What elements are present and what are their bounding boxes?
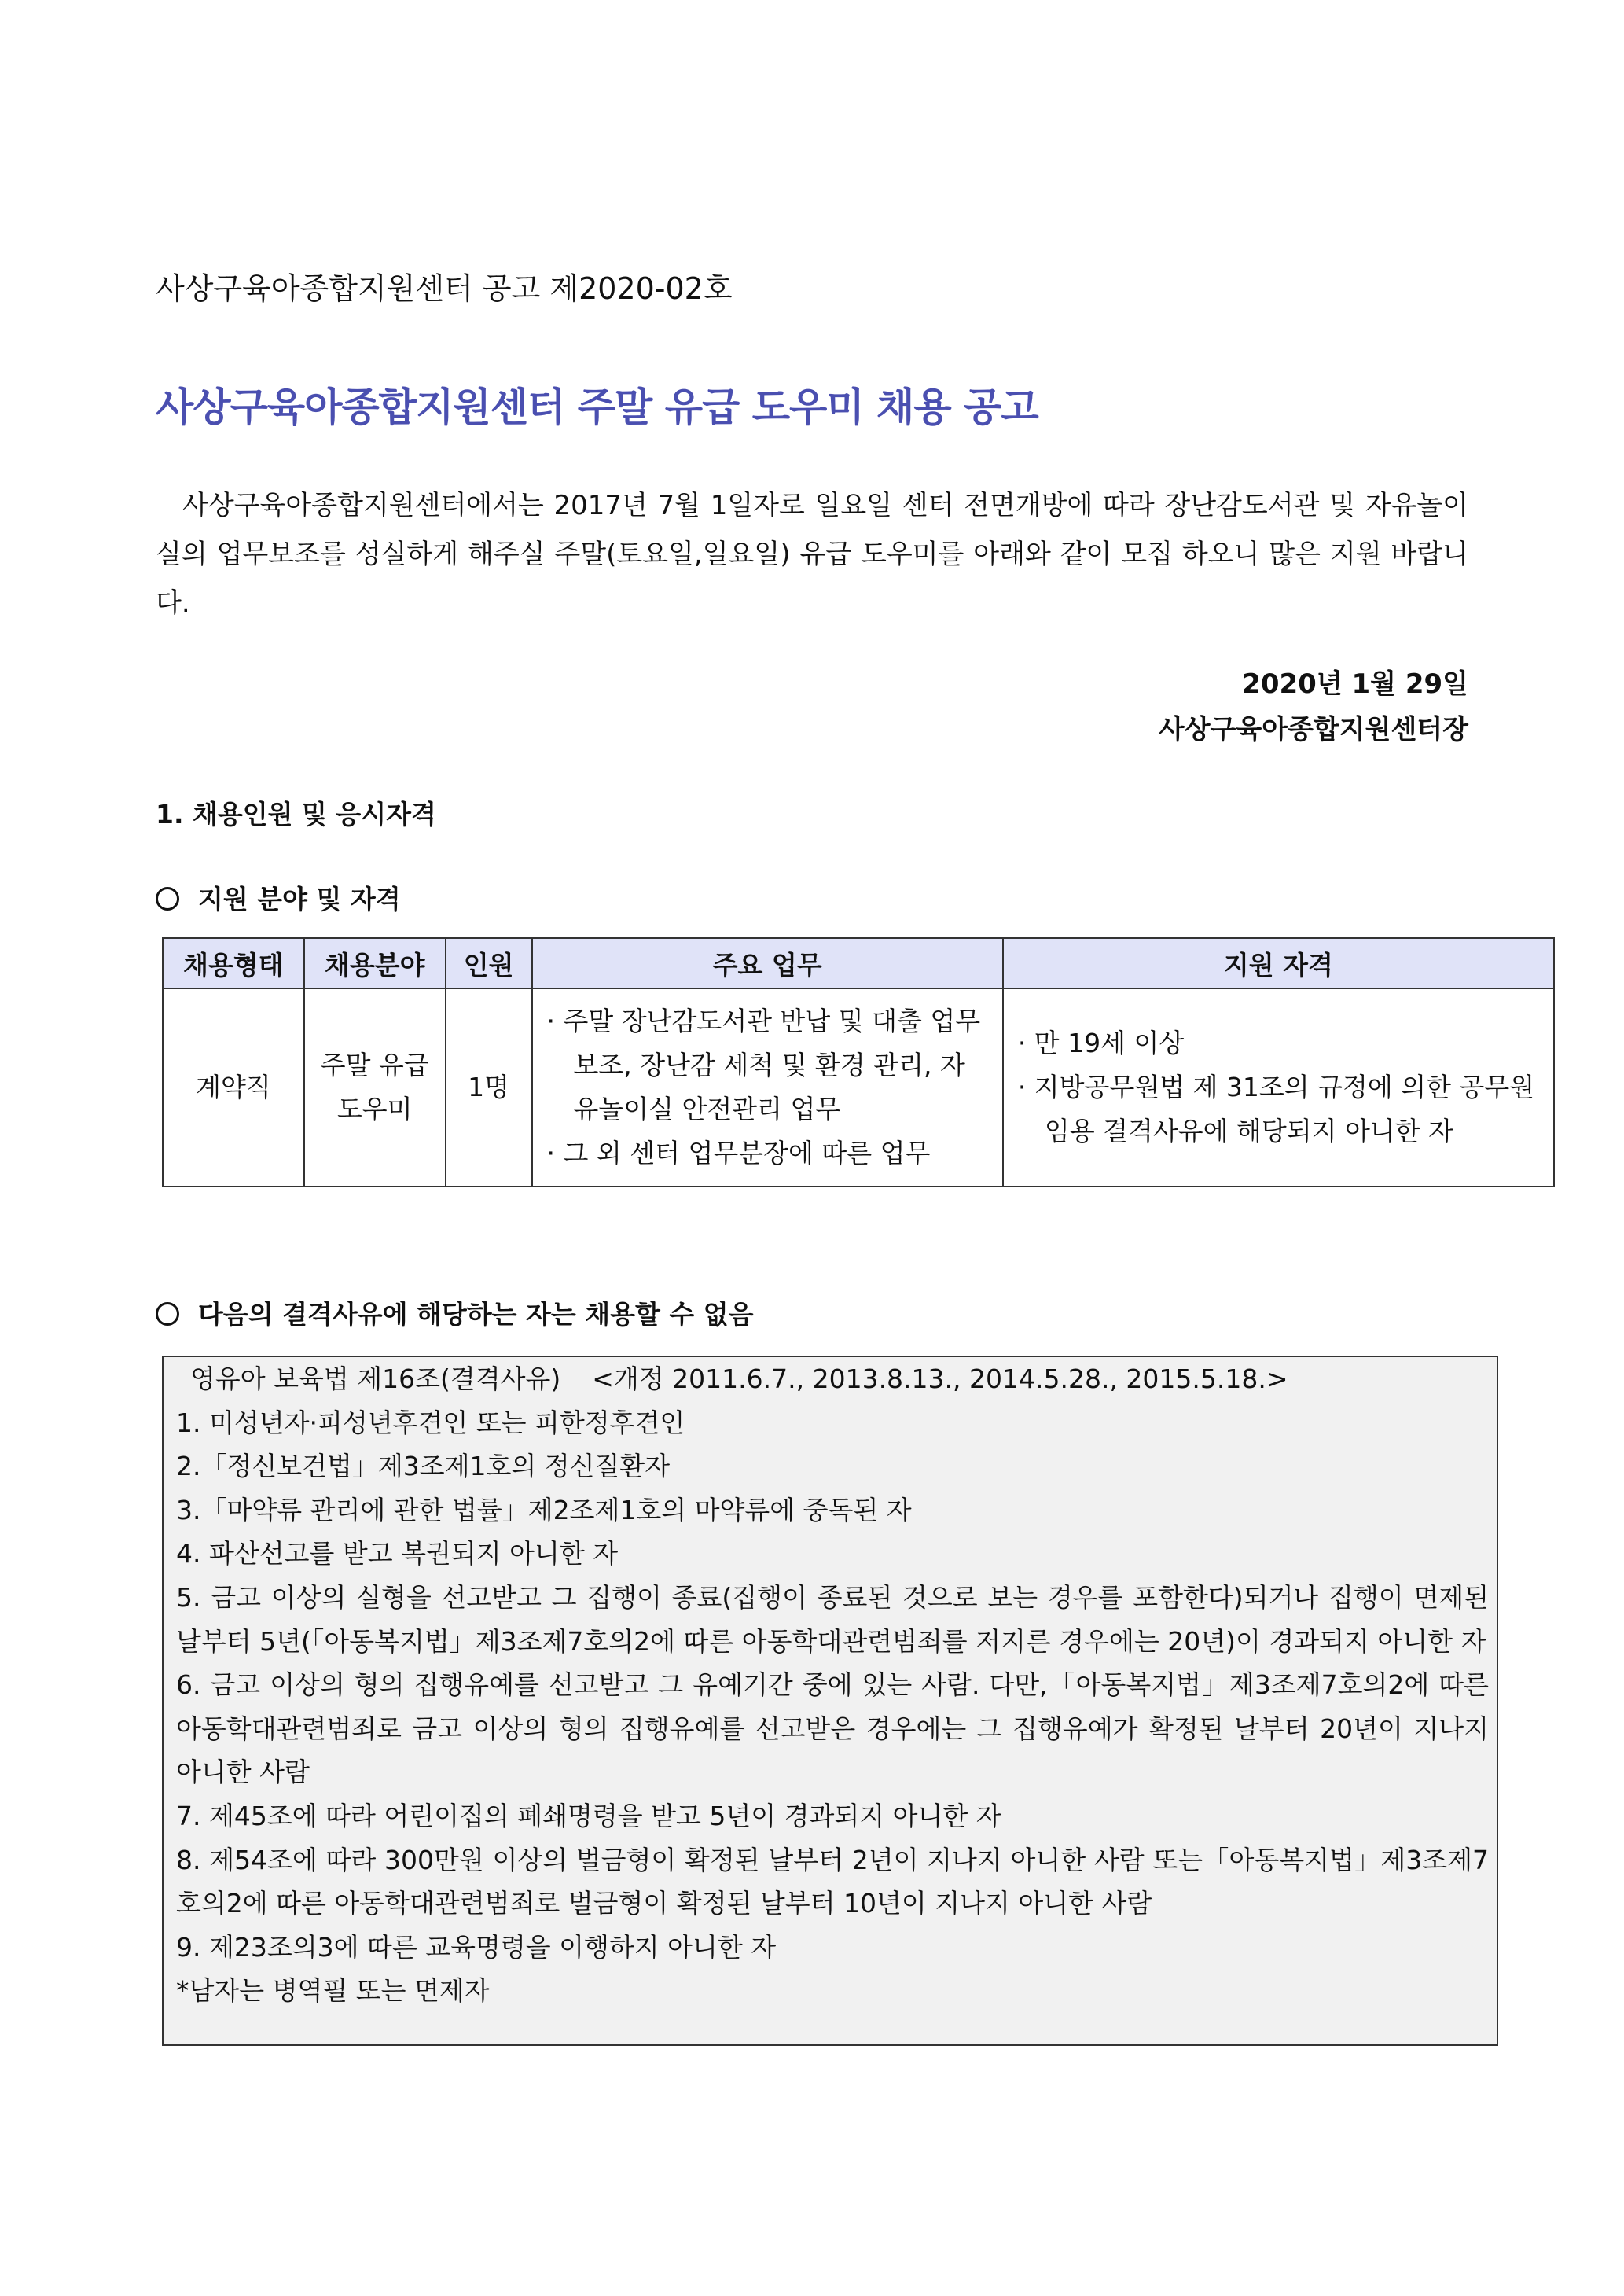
- law-reference: [176, 1357, 1489, 1401]
- disqualification-box: [162, 1356, 1498, 2046]
- circle-bullet-icon: [156, 887, 179, 911]
- list-item: 4. 파산선고를 받고 복권되지 아니한 자: [176, 1538, 619, 1569]
- list-item: 1. 미성년자·피성년후견인 또는 피한정후견인: [176, 1407, 685, 1438]
- field-line: 주말 유급: [320, 1050, 429, 1080]
- note: *남자는 병역필 또는 면제자: [176, 1975, 490, 2007]
- intro-text: 사상구육아종합지원센터에서는 2017년 7월 1일자로 일요일 센터 전면개방에 따라 장난감도서관 및 자유놀이실의 업무보조를 성실하게 해주실 주말(토요일,일요일) 유급 도우미를 아래와 같이 모집 하오니 많은 지원 바랍니다.: [156, 490, 1468, 619]
- duties-cell: [532, 988, 1003, 1187]
- list-item: 5. 금고 이상의 실형을 선고받고 그 집행이 종료(집행이 종료된 것으로 보는 경우를 포함한다)되거나 집행이 면제된 날부터 5년(「아동복지법」제3조제7호의2에 따른 아동학대관련범죄를 저지른 경우에는 20년)이 경과되지 아니한 자: [176, 1581, 1489, 1657]
- qualification-item: · 지방공무원법 제 31조의 규정에 의한 공무원 임용 결격사유에 해당되지 아니한 자: [1017, 1072, 1535, 1146]
- law-amendment: <개정 2011.6.7., 2013.8.13., 2014.5.28., 2015.5.18.>: [592, 1363, 1288, 1394]
- field-line: 도우미: [336, 1094, 413, 1124]
- list-item: 2.「정신보건법」제3조제1호의 정신질환자: [176, 1451, 671, 1482]
- table-header-row: [163, 938, 1554, 988]
- page-title: 사상구육아종합지원센터 주말 유급 도우미 채용 공고: [156, 385, 1038, 430]
- list-item: 9. 제23조의3에 따른 교육명령을 이행하지 아니한 자: [176, 1931, 777, 1963]
- table-header-cell: 지원 자격: [1003, 938, 1554, 988]
- table-row: [163, 988, 1554, 1187]
- notice-number: 사상구육아종합지원센터 공고 제2020-02호: [156, 271, 733, 306]
- intro-paragraph: [156, 481, 1468, 627]
- headcount-cell: 1명: [446, 988, 532, 1187]
- subheading-field-qualification: [156, 879, 401, 916]
- table-header-cell: 주요 업무: [532, 938, 1003, 988]
- list-item: 8. 제54조에 따라 300만원 이상의 벌금형이 확정된 날부터 2년이 지나지 아니한 사람 또는「아동복지법」제3조제7호의2에 따른 아동학대관련범죄로 벌금형이 확정된 날부터 10년이 지나지 아니한 사람: [176, 1844, 1489, 1919]
- list-item: 6. 금고 이상의 형의 집행유예를 선고받고 그 유예기간 중에 있는 사람. 다만,「아동복지법」제3조제7호의2에 따른 아동학대관련범죄로 금고 이상의 형의 집행유예를 선고받은 경우에는 그 집행유예가 확정된 날부터 20년이 지나지 아니한 사람: [176, 1669, 1489, 1788]
- notice-date: 2020년 1월 29일: [1242, 668, 1468, 700]
- qualification-cell: [1003, 988, 1554, 1187]
- circle-bullet-icon: [156, 1302, 179, 1326]
- section-heading: 1. 채용인원 및 응시자격: [156, 799, 436, 830]
- list-item: 7. 제45조에 따라 어린이집의 폐쇄명령을 받고 5년이 경과되지 아니한 자: [176, 1800, 1001, 1831]
- field-cell: [304, 988, 446, 1187]
- qualification-item: · 만 19세 이상: [1017, 1028, 1185, 1058]
- table-header-cell: 인원: [446, 938, 532, 988]
- recruitment-table: [162, 937, 1555, 1187]
- law-title: 영유아 보육법 제16조(결격사유): [190, 1363, 561, 1394]
- subheading-text: 지원 분야 및 자격: [198, 884, 401, 914]
- table-header-cell: 채용형태: [163, 938, 304, 988]
- subheading-disqualification: [156, 1294, 754, 1331]
- signer: 사상구육아종합지원센터장: [1158, 714, 1468, 745]
- subheading-text: 다음의 결격사유에 해당하는 자는 채용할 수 없음: [198, 1299, 754, 1330]
- duty-item: · 그 외 센터 업무분장에 따른 업무: [546, 1138, 931, 1168]
- table-header-cell: 채용분야: [304, 938, 446, 988]
- employment-type-cell: 계약직: [163, 988, 304, 1187]
- duty-item: · 주말 장난감도서관 반납 및 대출 업무보조, 장난감 세척 및 환경 관리, 자유놀이실 안전관리 업무: [546, 1006, 981, 1124]
- list-item: 3.「마약류 관리에 관한 법률」제2조제1호의 마약류에 중독된 자: [176, 1494, 912, 1525]
